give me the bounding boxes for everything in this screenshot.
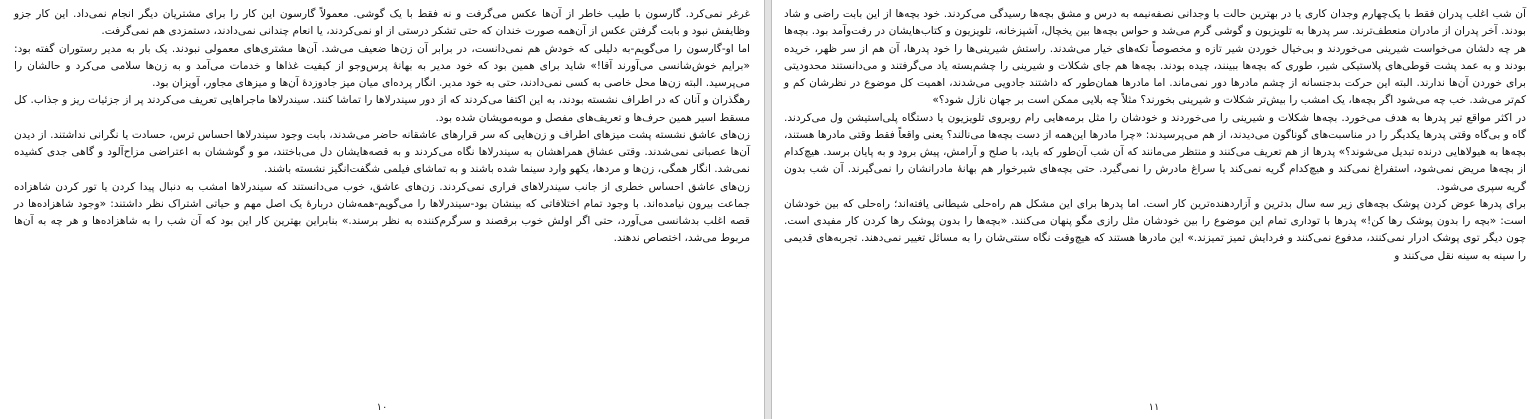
right-page (771, 0, 1536, 419)
paragraph: غرغر نمی‌کرد. گارسون با طیب خاطر از آن‌ها عکس می‌گرفت و نه فقط با یک گوشی. معمولاً گارسون این کار را برای مشتریان دیگر انجام نمی‌داد. این کار جزو وظایفش نبود و بابت گرفتن عکس از آن‌همه صورت خندان که حتی تشکر درستی از او نمی‌کردند، یا انعام چندانی نمی‌دادند، دستمزدی هم نمی‌گرفت. (14, 8, 750, 38)
right-page-text (784, 6, 1526, 265)
paragraph: اما او-گارسون را می‌گویم-به دلیلی که خودش هم نمی‌دانست، در برابر آن زن‌ها ضعیف می‌شد. آن‌ها مشتری‌های معمولی نبودند. یک بار به مدیر رستوران گفته بود: «برایم خوش‌شانسی می‌آورند آقا!» شاید برای همین بود که خود مدیر به بهانهٔ پرس‌وجو از کیفیت غذاها و خدمات می‌آمد و به زن‌ها سلامی می‌کرد و حالشان را می‌پرسید. البته زن‌ها محل خاصی به کسی نمی‌دادند، حتی به خود مدیر. انگار پرده‌ای میان میز جادوزدهٔ آن‌ها و میزهای مجاور، آویزان بود. (14, 42, 750, 89)
paragraph: رهگذران و آنان که در اطراف نشسته بودند، به این اکتفا می‌کردند که از دور سیندرلاها را تماشا کنند. سیندرلاها ماجراهایی تعریف می‌کردند پر از جزئیات ریز و جذاب. کل مسقط اسیر همین حرف‌ها و تعریف‌های مفصل و موبه‌مویشان شده بود. (14, 94, 750, 124)
page-number: ۱۰ (376, 402, 388, 413)
paragraph: برای پدرها عوض کردن پوشک بچه‌های زیر سه سال بدترین و آزاردهنده‌ترین کار است. اما پدرها برای این مشکل هم راه‌حلی شیطانی یافته‌اند؛ راه‌حلی که بین خودشان است: «بچه را بدون پوشک رها کن!» پدرها با توداری تمام این موضوع را بین خودشان مثل رازی مگو پنهان می‌کنند. «بچه‌ها را بدون پوشک رها کردن کار مفیدی است. چون دیگر توی پوشک ادرار نمی‌کنند، مدفوع نمی‌کنند و فردایش تمیز تمیزند.» این مادرها هستند که هیچ‌وقت نگاه سنتی‌شان را به مسائل تغییر نمی‌دهند. تجربه‌های قدیمی را سینه به سینه نقل می‌کنند و (784, 197, 1526, 262)
paragraph: زن‌های عاشق نشسته پشت میزهای اطراف و زن‌هایی که سر قرارهای عاشقانه حاضر می‌شدند، بابت وجود سیندرلاها احساس ترس، حسادت یا نگرانی نداشتند. از دیدن آن‌ها عصبانی نمی‌شدند. وقتی عشاق همراهشان به سیندرلاها نگاه می‌کردند و به قصه‌هایشان دل می‌باختند، مو و گوششان به اعتراضی مزاح‌آلود و گاهی جدی کشیده نمی‌شد. انگار همگی، زن‌ها و مردها، یکهو وارد سینما شده باشند و به تماشای فیلمی شگفت‌انگیز نشسته باشند. (14, 128, 750, 176)
paragraph: آن شب اغلب پدران فقط با یک‌چهارم وجدان کاری یا در بهترین حالت با وجدانی نصفه‌نیمه به درس و مشق بچه‌ها رسیدگی می‌کردند. خود بچه‌ها از این بابت راضی و شاد بودند. آخر پدران از مادران منعطف‌ترند. سر پدرها به تلویزیون و گوشی گرم می‌شد و حواس بچه‌ها بین یخچال، آشپزخانه، تلویزیون و کتاب‌هایشان در رفت‌وآمد بود. بچه‌ها هر چه دلشان می‌خواست شیرینی می‌خوردند و بی‌خیال خوردن شیر تازه و مخصوصاً تکه‌های خیار می‌شدند. راستش شیرینی‌ها را خود پدرها، آن هم از سر ظهر، خریده بودند و به عمد پشت قوطی‌های پلاستیکی شیر، طوری که بچه‌ها ببینند، چیده بودند. بچه‌ها هم جای شکلات و شیرینی را چشم‌بسته یاد می‌گرفتند و می‌دانستند محدودیتی برای خوردن آن‌ها ندارند. البته این حرکت بدجنسانه از چشم مادرها دور نمی‌ماند. اما مادرها همان‌طور که داشتند جادویی می‌شدند، اهمیت کل موضوع در نظرشان کم و کم‌تر می‌شد. خب چه می‌شود اگر بچه‌ها، یک امشب را بیش‌تر شکلات و شیرینی بخورند؟ مثلاً چه بلایی ممکن است بر جهان نازل شود؟» (784, 8, 1526, 107)
left-page-text (14, 6, 750, 248)
paragraph: در اکثر مواقع تیر پدرها به هدف می‌خورد. بچه‌ها شکلات و شیرینی را می‌خوردند و خودشان را مثل برمه‌هایی رام روبروی تلویزیون یا دستگاه پلی‌استیشن ول می‌کردند. گاه و بی‌گاه وقتی پدرها یکدیگر را در مناسبت‌های گوناگون می‌دیدند، از هم می‌پرسیدند: «چرا مادرها این‌همه از دست بچه‌ها می‌نالند؟ یعنی واقعاً فقط وقتی مادرها هستند، بچه‌ها به هیولاهایی درنده تبدیل می‌شوند؟» پدرها از هم تعریف می‌کنند و منتظر می‌مانند که آن شب آن‌طور که باید، با صلح و آرامش، پیش برود و به پایان برسد. هیچ‌کدام از بچه‌ها مریض نمی‌شود، استفراغ نمی‌کند و هیچ‌کدام گریه نمی‌کند یا سراغ مادرش را نمی‌گیرد. حتی بچه‌های شیرخوار هم بهانهٔ مادرانشان را نمی‌گیرند. آن شب بدون گریه سپری می‌شود. (784, 111, 1526, 193)
paragraph: زن‌های عاشق احساس خطری از جانب سیندرلاهای فراری نمی‌کردند. زن‌های عاشق، خوب می‌دانستند که سیندرلاها امشب به دنبال پیدا کردن یا تور کردن شاهزاده جماعت بیرون نیامده‌اند. با وجود تمام اختلافاتی که بینشان بود-سیندرلاها را می‌گویم-همه‌شان دربارهٔ یک اصل مهم و حیاتی اشتراک نظر داشتند: «وجود شاهزاده‌ها در قصه اغلب بدشانسی می‌آورد، حتی اگر اولش خوب برقصند و سرگرم‌کننده به نظر برسند.» بنابراین بهترین کار این بود که آن شب را به شاهزاده‌ها و هر چه به آن‌ها مربوط می‌شد، اختصاص ندهند. (14, 180, 750, 245)
left-page (0, 0, 765, 419)
page-number: ۱۱ (1148, 402, 1160, 413)
